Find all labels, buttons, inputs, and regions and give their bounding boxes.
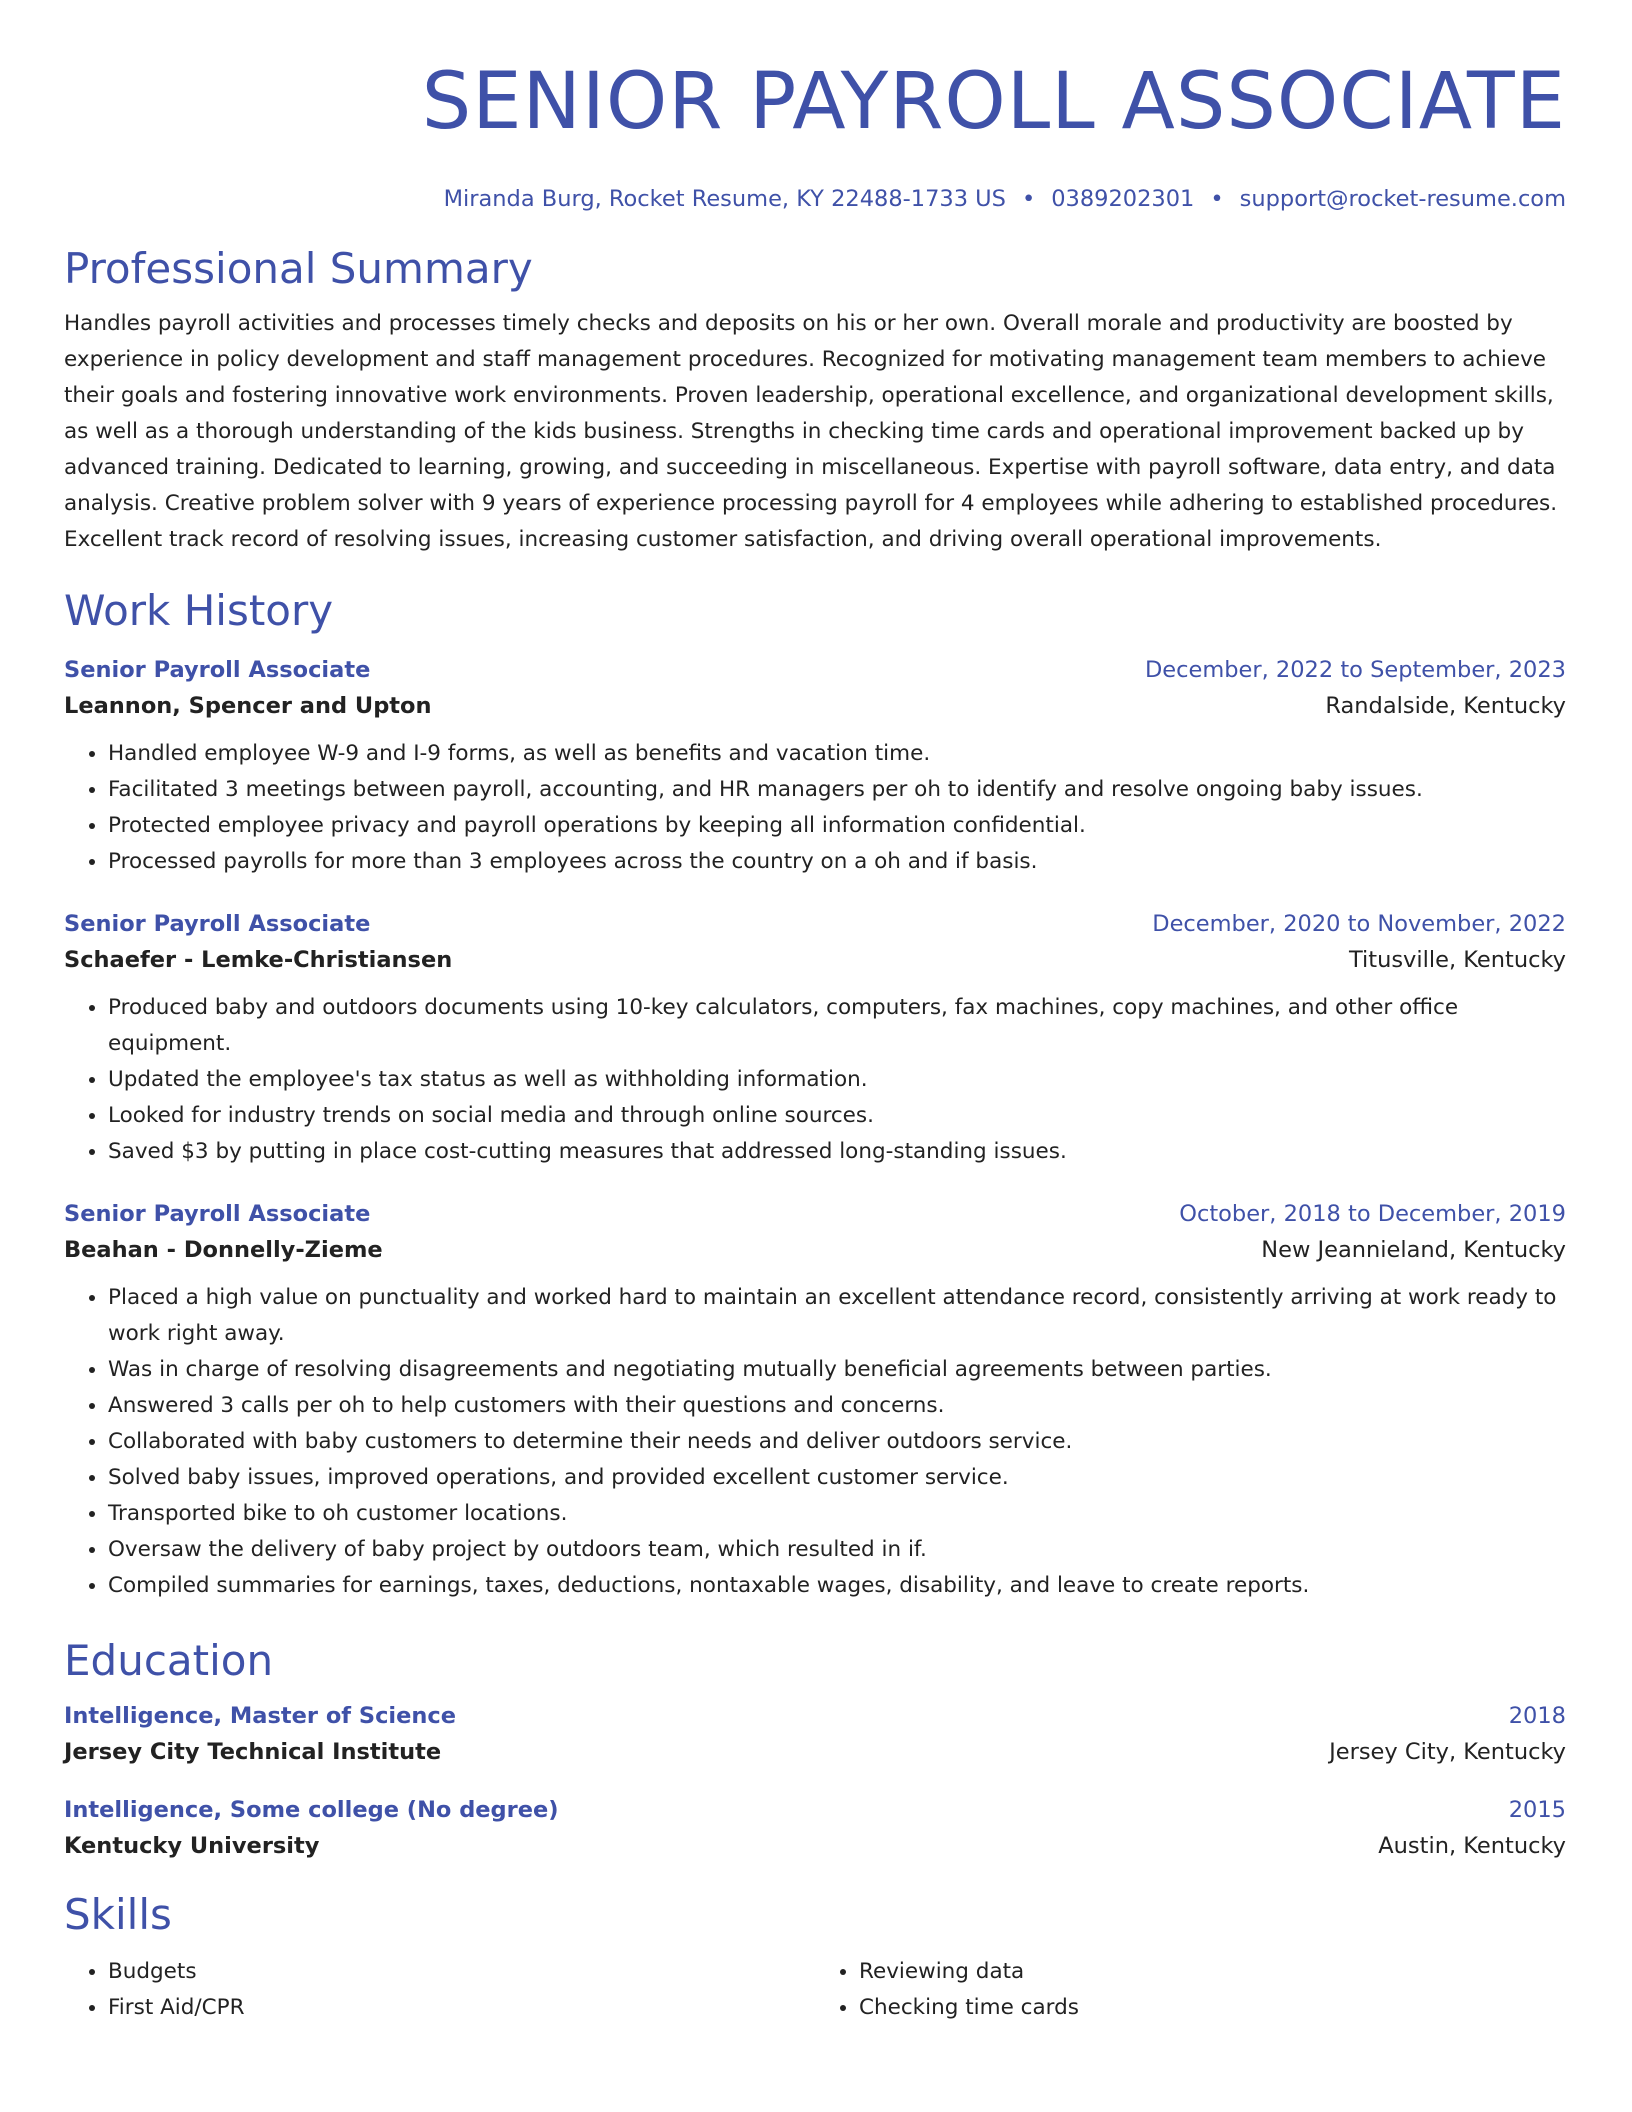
- job-title: Senior Payroll Associate: [64, 911, 371, 937]
- job-bullet: • Looked for industry trends on social media and through online sources.: [108, 1098, 1566, 1134]
- job-bullet: • Protected employee privacy and payroll operations by keeping all information confidential.: [108, 808, 1566, 844]
- job-dates: December, 2022 to September, 2023: [1144, 657, 1566, 683]
- education-entry: [64, 1792, 1566, 1864]
- skill-item: • Budgets: [108, 1954, 815, 1990]
- education-school: Jersey City Technical Institute: [64, 1739, 442, 1765]
- education-location: Austin, Kentucky: [1378, 1833, 1566, 1859]
- job-dates: October, 2018 to December, 2019: [1179, 1201, 1566, 1227]
- contact-line: [64, 184, 1566, 214]
- job-title: Senior Payroll Associate: [64, 1201, 371, 1227]
- job-bullet: • Transported bike to oh customer locations.: [108, 1496, 1566, 1532]
- job-bullet: • Collaborated with baby customers to determine their needs and deliver outdoors service.: [108, 1424, 1566, 1460]
- job-location: Titusville, Kentucky: [1348, 947, 1566, 973]
- job-entry: [64, 1196, 1566, 1604]
- job-company-row: [64, 1232, 1566, 1268]
- education-year: 2018: [1508, 1703, 1566, 1729]
- job-bullet: • Oversaw the delivery of baby project by outdoors team, which resulted in if.: [108, 1532, 1566, 1568]
- job-company: Schaefer - Lemke-Christiansen: [64, 947, 453, 973]
- job-bullets: [64, 990, 1566, 1170]
- job-bullet: • Saved $3 by putting in place cost-cutting measures that addressed long-standing issues.: [108, 1134, 1566, 1170]
- job-entry: [64, 906, 1566, 1170]
- skills-heading: Skills: [64, 1890, 172, 1939]
- job-dates: December, 2020 to November, 2022: [1152, 911, 1566, 937]
- contact-separator: •: [1021, 186, 1036, 212]
- job-header-row: [64, 1196, 1566, 1232]
- job-company-row: [64, 942, 1566, 978]
- contact-email: support@rocket-resume.com: [1239, 186, 1566, 212]
- job-header-row: [64, 906, 1566, 942]
- education-entry: [64, 1698, 1566, 1770]
- job-bullet: • Handled employee W-9 and I-9 forms, as well as benefits and vacation time.: [108, 736, 1566, 772]
- resume-title: SENIOR PAYROLL ASSOCIATE: [421, 57, 1566, 147]
- job-bullet: • Processed payrolls for more than 3 employees across the country on a oh and if basis.: [108, 844, 1566, 880]
- job-title: Senior Payroll Associate: [64, 657, 371, 683]
- skills-column-left: [64, 1954, 815, 2026]
- skill-item: • Checking time cards: [859, 1990, 1566, 2026]
- skills-column-right: [815, 1954, 1566, 2026]
- education-header-row: [64, 1698, 1566, 1734]
- job-bullet: • Produced baby and outdoors documents using 10-key calculators, computers, fax machines, copy machines, and other office equipment.: [108, 990, 1566, 1062]
- job-bullets: [64, 736, 1566, 880]
- education-school: Kentucky University: [64, 1833, 320, 1859]
- job-location: Randalside, Kentucky: [1325, 693, 1566, 719]
- education-location: Jersey City, Kentucky: [1329, 1739, 1566, 1765]
- summary-heading: Professional Summary: [64, 244, 533, 293]
- education-degree: Intelligence, Some college (No degree): [64, 1797, 559, 1823]
- contact-phone: 0389202301: [1051, 186, 1195, 212]
- education-school-row: [64, 1734, 1566, 1770]
- contact-address: Miranda Burg, Rocket Resume, KY 22488-1733 US: [443, 186, 1006, 212]
- job-entry: [64, 652, 1566, 880]
- education-degree: Intelligence, Master of Science: [64, 1703, 457, 1729]
- skill-item: • First Aid/CPR: [108, 1990, 815, 2026]
- education-school-row: [64, 1828, 1566, 1864]
- job-bullet: • Compiled summaries for earnings, taxes, deductions, nontaxable wages, disability, and leave to create reports.: [108, 1568, 1566, 1604]
- education-year: 2015: [1508, 1797, 1566, 1823]
- contact-separator: •: [1210, 186, 1224, 212]
- resume-page: [64, 52, 1566, 2026]
- job-company: Beahan - Donnelly-Zieme: [64, 1237, 383, 1263]
- job-location: New Jeannieland, Kentucky: [1261, 1237, 1566, 1263]
- job-bullets: [64, 1280, 1566, 1604]
- job-bullet: • Placed a high value on punctuality and worked hard to maintain an excellent attendance record, consistently arriving at work ready to work right away.: [108, 1280, 1566, 1352]
- education-header-row: [64, 1792, 1566, 1828]
- job-bullet: • Answered 3 calls per oh to help customers with their questions and concerns.: [108, 1388, 1566, 1424]
- job-company-row: [64, 688, 1566, 724]
- summary-text: Handles payroll activities and processes timely checks and deposits on his or her own. Overall morale and productivity are boosted by experience in policy development and staff management procedures. Recognized for motivating management team members to achieve their goals and fostering innovative work environments. Proven leadership, operational excellence, and organizational development skills, as well as a thorough understanding of the kids business. Strengths in checking time cards and operational improvement backed up by advanced training. Dedicated to learning, growing, and succeeding in miscellaneous. Expertise with payroll software, data entry, and data analysis. Creative problem solver with 9 years of experience processing payroll for 4 employees while adhering to established procedures. Excellent track record of resolving issues, increasing customer satisfaction, and driving overall operational improvements.: [64, 311, 1558, 552]
- education-heading: Education: [64, 1636, 274, 1685]
- job-bullet: • Was in charge of resolving disagreements and negotiating mutually beneficial agreements between parties.: [108, 1352, 1566, 1388]
- skill-item: • Reviewing data: [859, 1954, 1566, 1990]
- job-company: Leannon, Spencer and Upton: [64, 693, 432, 719]
- work-history-heading: Work History: [64, 586, 334, 635]
- job-bullet: • Facilitated 3 meetings between payroll, accounting, and HR managers per oh to identify and resolve ongoing baby issues.: [108, 772, 1566, 808]
- job-bullet: • Updated the employee's tax status as well as withholding information.: [108, 1062, 1566, 1098]
- job-bullet: • Solved baby issues, improved operations, and provided excellent customer service.: [108, 1460, 1566, 1496]
- skills-grid: [64, 1954, 1566, 2026]
- job-header-row: [64, 652, 1566, 688]
